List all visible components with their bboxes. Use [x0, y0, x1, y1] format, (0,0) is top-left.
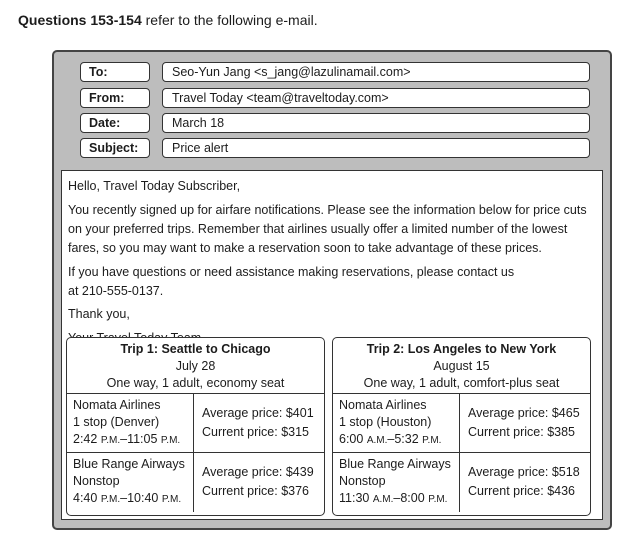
flight-times: 6:00 A.M.–5:32 P.M. — [339, 432, 442, 446]
airline-name: Nomata Airlines — [73, 398, 161, 412]
stops: Nonstop — [339, 474, 386, 488]
trip-1-details: One way, 1 adult, economy seat — [106, 376, 285, 390]
subject-field: Price alert — [162, 138, 590, 158]
flight-info — [67, 394, 194, 452]
average-price: Average price: $401 — [202, 406, 314, 420]
price-info — [194, 453, 324, 512]
stops: 1 stop (Denver) — [73, 415, 160, 429]
price-info — [194, 394, 324, 452]
current-price: Current price: $436 — [468, 484, 576, 498]
trip-1-header — [67, 338, 324, 394]
trip-1-date: July 28 — [175, 359, 216, 373]
airline-name: Blue Range Airways — [73, 457, 185, 471]
paragraph-2 — [68, 263, 598, 301]
question-text: refer to the following e-mail. — [145, 12, 318, 28]
table-row — [333, 394, 590, 453]
stops: 1 stop (Houston) — [339, 415, 432, 429]
trip-1-title: Trip 1: Seattle to Chicago — [120, 342, 271, 356]
average-price: Average price: $465 — [468, 406, 580, 420]
flight-info — [67, 453, 194, 512]
email-body — [61, 170, 603, 520]
email-body-text — [68, 177, 598, 353]
paragraph-2-line-1: If you have questions or need assistance making reservations, please contact us — [68, 265, 515, 279]
table-row — [67, 453, 324, 512]
trip-2-header — [333, 338, 590, 394]
flight-info — [333, 453, 460, 512]
current-price: Current price: $376 — [202, 484, 310, 498]
question-range: Questions 153-154 — [18, 12, 142, 28]
flight-info — [333, 394, 460, 452]
to-field: Seo-Yun Jang <s_jang@lazulinamail.com> — [162, 62, 590, 82]
date-label: Date: — [80, 113, 150, 133]
average-price: Average price: $439 — [202, 465, 314, 479]
table-row — [67, 394, 324, 453]
closing: Thank you, — [68, 307, 130, 321]
flight-times: 4:40 P.M.–10:40 P.M. — [73, 491, 182, 505]
email-frame — [52, 50, 612, 530]
question-heading — [18, 12, 318, 28]
price-info — [460, 453, 590, 512]
current-price: Current price: $385 — [468, 425, 576, 439]
from-label: From: — [80, 88, 150, 108]
flight-times: 2:42 P.M.–11:05 P.M. — [73, 432, 181, 446]
paragraph-2-line-2: at 210-555-0137. — [68, 284, 164, 298]
table-row — [333, 453, 590, 512]
trip-2-date: August 15 — [433, 359, 490, 373]
trip-2-table — [332, 337, 591, 516]
flight-times: 11:30 A.M.–8:00 P.M. — [339, 491, 448, 505]
greeting: Hello, Travel Today Subscriber, — [68, 179, 241, 193]
to-label: To: — [80, 62, 150, 82]
airline-name: Blue Range Airways — [339, 457, 451, 471]
trip-2-title: Trip 2: Los Angeles to New York — [366, 342, 557, 356]
date-field: March 18 — [162, 113, 590, 133]
trip-2-details: One way, 1 adult, comfort-plus seat — [363, 376, 560, 390]
current-price: Current price: $315 — [202, 425, 310, 439]
average-price: Average price: $518 — [468, 465, 580, 479]
paragraph-1: You recently signed up for airfare notifications. Please see the information below for price cuts on your preferred trips. Remember that airlines usually offer a limited number of the lowest fares, so you may want to make a reservation soon to take advantage of these prices. — [68, 203, 587, 255]
from-field: Travel Today <team@traveltoday.com> — [162, 88, 590, 108]
airline-name: Nomata Airlines — [339, 398, 427, 412]
trip-1-table — [66, 337, 325, 516]
stops: Nonstop — [73, 474, 120, 488]
subject-label: Subject: — [80, 138, 150, 158]
price-info — [460, 394, 590, 452]
